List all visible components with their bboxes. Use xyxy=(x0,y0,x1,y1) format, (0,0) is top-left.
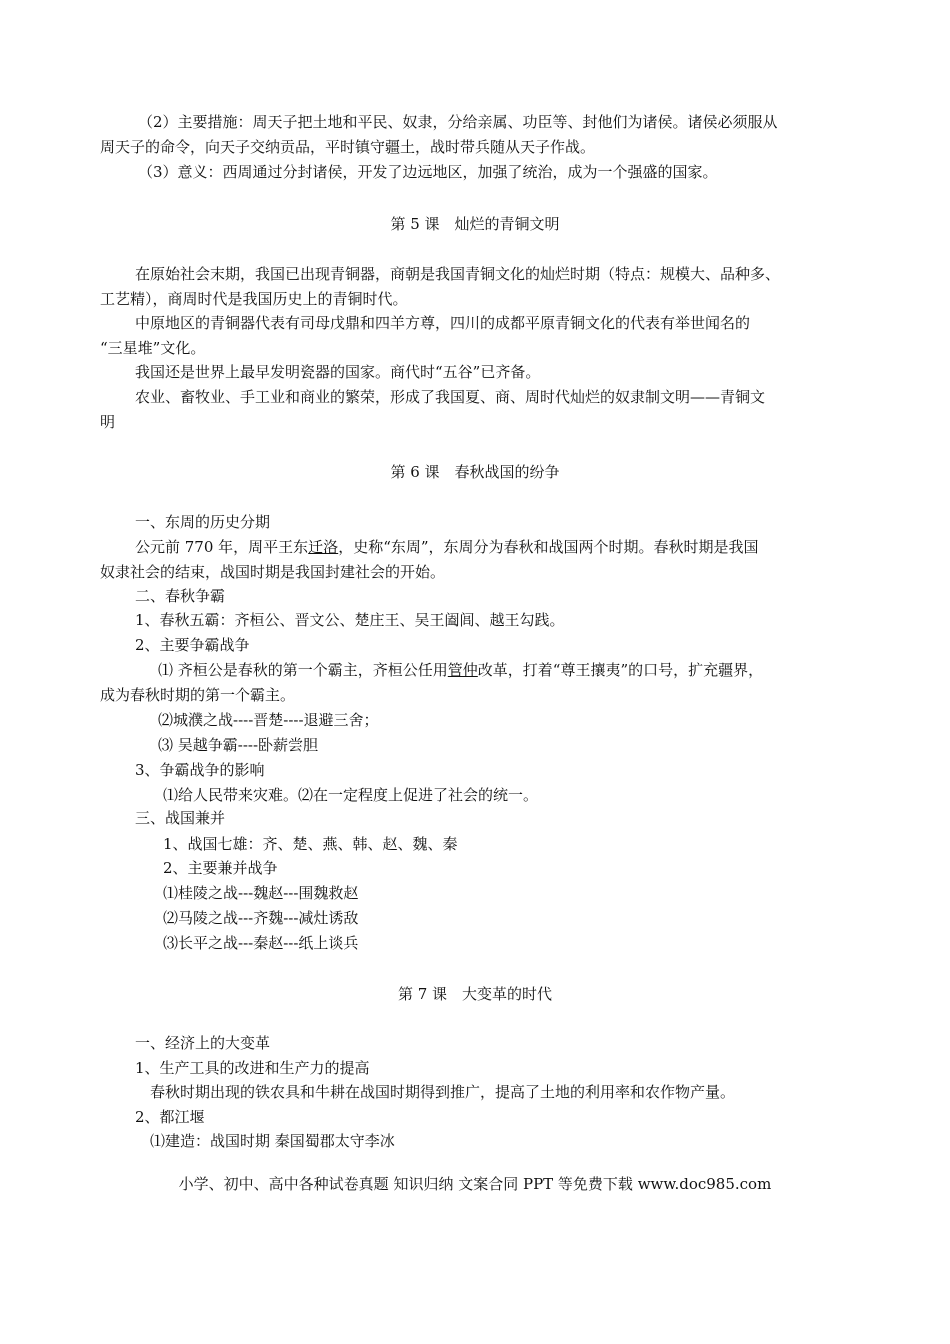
text-line: 2、主要兼并战争 xyxy=(163,859,278,877)
text-line: 1、春秋五霸：齐桓公、晋文公、楚庄王、吴王阖闾、越王勾践。 xyxy=(135,611,565,629)
text-line: ⑴给人民带来灾难。⑵在一定程度上促进了社会的统一。 xyxy=(163,786,539,804)
text-line: 工艺精），商周时代是我国历史上的青铜时代。 xyxy=(100,290,408,308)
text-line: 中原地区的青铜器代表有司母戊鼎和四羊方尊，四川的成都平原青铜文化的代表有举世闻名的 xyxy=(135,314,751,332)
section-heading: 一、经济上的大变革 xyxy=(135,1034,271,1052)
text-line: 明 xyxy=(100,413,116,431)
text-line: ⑵城濮之战----晋楚----退避三舍； xyxy=(158,711,379,729)
text-line: 春秋时期出现的铁农具和牛耕在战国时期得到推广，提高了土地的利用率和农作物产量。 xyxy=(150,1083,736,1101)
text-line: “三星堆”文化。 xyxy=(100,339,206,357)
text-line: ⑴建造：战国时期 秦国蜀郡太守李冰 xyxy=(150,1132,395,1150)
text-line: ⑶长平之战---秦赵---纸上谈兵 xyxy=(163,934,359,952)
section-heading: 一、东周的历史分期 xyxy=(135,513,271,531)
text-line: 2、都江堰 xyxy=(135,1108,205,1126)
lesson-6-title: 第 6 课 春秋战国的纷争 xyxy=(390,463,560,481)
text-line: 公元前 770 年，周平王东迁洛，史称“东周”，东周分为春秋和战国两个时期。春秋时期是我国 xyxy=(135,538,759,556)
text-line: ⑴桂陵之战---魏赵---围魏救赵 xyxy=(163,884,359,902)
text-line: ⑶ 吴越争霸----卧薪尝胆 xyxy=(158,736,319,754)
text-line: 成为春秋时期的第一个霸主。 xyxy=(100,686,296,704)
section-heading: 三、战国兼并 xyxy=(135,809,226,827)
text-line: ⑵马陵之战---齐魏---减灶诱敌 xyxy=(163,909,359,927)
text-line: 1、战国七雄：齐、楚、燕、韩、赵、魏、秦 xyxy=(163,835,458,853)
text-line: 1、生产工具的改进和生产力的提高 xyxy=(135,1059,370,1077)
text-line: 我国还是世界上最早发明瓷器的国家。商代时“五谷”已齐备。 xyxy=(135,363,541,381)
text-line: 奴隶社会的结束，战国时期是我国封建社会的开始。 xyxy=(100,563,446,581)
underlined-term: 管仲 xyxy=(447,661,478,679)
text-line: 农业、畜牧业、手工业和商业的繁荣，形成了我国夏、商、周时代灿烂的奴隶制文明——青铜文 xyxy=(135,388,766,406)
text-line: 2、主要争霸战争 xyxy=(135,636,250,654)
text-line: ⑴ 齐桓公是春秋的第一个霸主，齐桓公任用管仲改革，打着“尊王攘夷”的口号，扩充疆界， xyxy=(158,661,764,679)
text-line: 3、争霸战争的影响 xyxy=(135,761,265,779)
lesson-7-title: 第 7 课 大变革的时代 xyxy=(397,985,553,1003)
text-line: （3）意义：西周通过分封诸侯，开发了边远地区，加强了统治，成为一个强盛的国家。 xyxy=(138,163,718,181)
page-footer: 小学、初中、高中各种试卷真题 知识归纳 文案合同 PPT 等免费下载 www.doc985.com xyxy=(178,1175,772,1193)
text-line: （2）主要措施：周天子把土地和平民、奴隶，分给亲属、功臣等、封他们为诸侯。诸侯必须服从 xyxy=(138,113,778,131)
lesson-5-title: 第 5 课 灿烂的青铜文明 xyxy=(390,215,560,233)
underlined-term: 迁洛 xyxy=(308,538,339,556)
text-line: 在原始社会末期，我国已出现青铜器，商朝是我国青铜文化的灿烂时期（特点：规模大、品种多、 xyxy=(135,265,781,283)
text-line: 周天子的命令，向天子交纳贡品，平时镇守疆土，战时带兵随从天子作战。 xyxy=(100,138,596,156)
section-heading: 二、春秋争霸 xyxy=(135,587,226,605)
